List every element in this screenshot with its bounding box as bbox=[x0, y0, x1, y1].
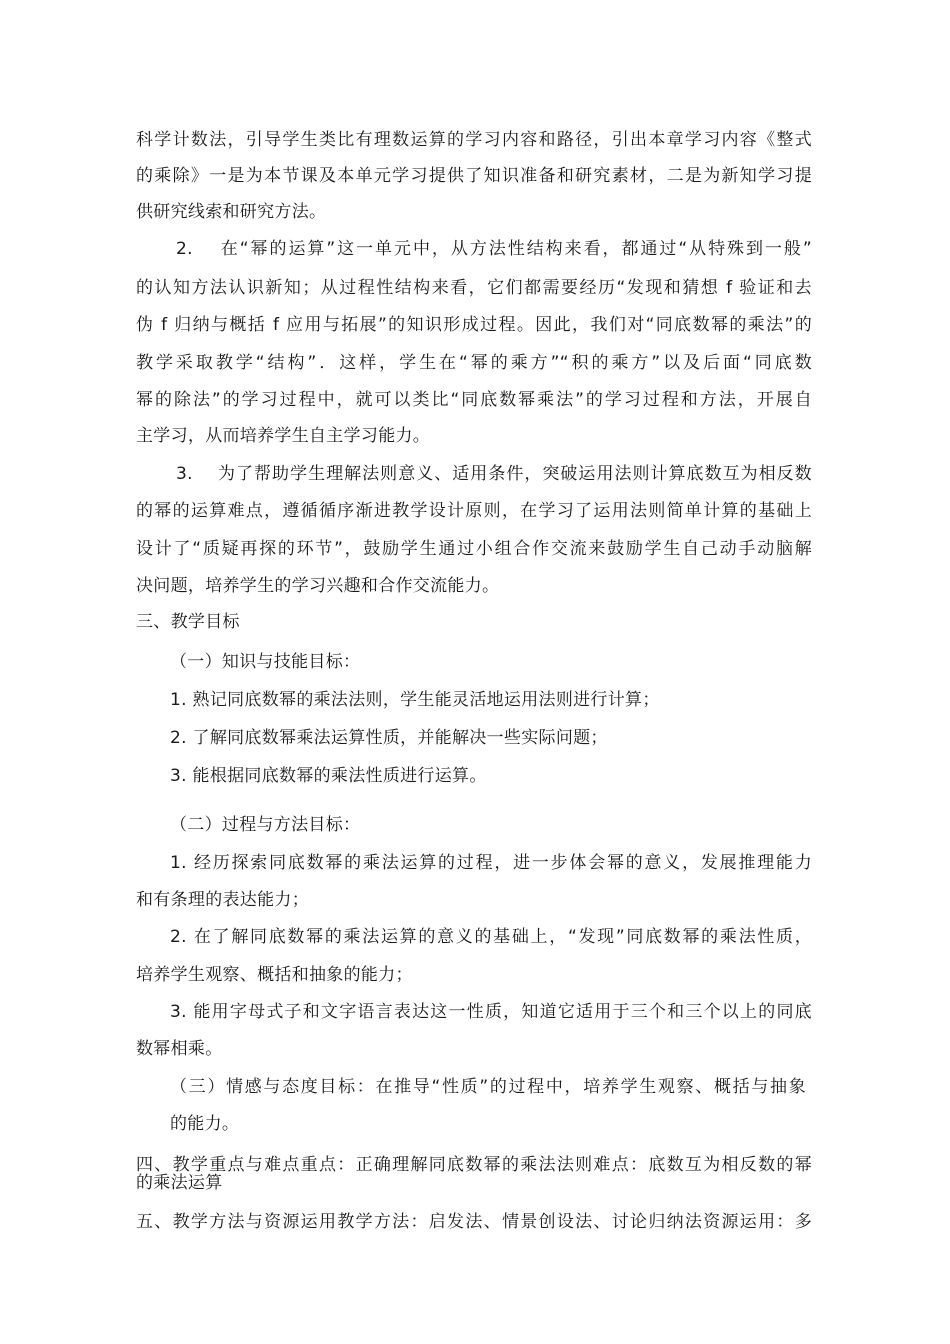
paragraph-line: 科学计数法，引导学生类比有理数运算的学习内容和路径，引出本章学习内容《整式 bbox=[136, 130, 812, 150]
paragraph-line: 3. 为了帮助学生理解法则意义、适用条件，突破运用法则计算底数互为相反数 bbox=[176, 464, 812, 484]
subsection-heading: （三）情感与态度目标：在推导“性质”的过程中，培养学生观察、概括与抽象 bbox=[170, 1077, 806, 1097]
paragraph-line: 的幂的运算难点，遵循循序渐进教学设计原则，在学习了运用法则简单计算的基础上 bbox=[136, 501, 812, 521]
paragraph-line: 供研究线索和研究方法。 bbox=[136, 202, 327, 222]
list-item: 2. 在了解同底数幂的乘法运算的意义的基础上，“发现”同底数幂的乘法性质， bbox=[170, 927, 812, 947]
paragraph-line: 的认知方法认识新知；从过程性结构来看，它们都需要经历“发现和猜想 f 验证和去 bbox=[136, 278, 812, 298]
list-item: 1. 经历探索同底数幂的乘法运算的过程，进一步体会幂的意义，发展推理能力 bbox=[170, 853, 812, 873]
paragraph-line: 和有条理的表达能力； bbox=[136, 890, 309, 910]
paragraph-line: 的乘法运算 bbox=[136, 1173, 223, 1193]
list-item: 1. 熟记同底数幂的乘法法则，学生能灵活地运用法则进行计算； bbox=[170, 690, 660, 710]
paragraph-line: 的能力。 bbox=[170, 1114, 240, 1134]
paragraph-line: 设计了“质疑再探的环节”，鼓励学生通过小组合作交流来鼓励学生自己动手动脑解 bbox=[136, 539, 812, 559]
paragraph-line: 决问题，培养学生的学习兴趣和合作交流能力。 bbox=[136, 576, 500, 596]
section-heading: 五、教学方法与资源运用教学方法：启发法、情景创设法、讨论归纳法资源运用：多 bbox=[136, 1212, 812, 1232]
paragraph-line: 教学采取教学“结构”．这样，学生在“幂的乘方”“积的乘方”以及后面“同底数 bbox=[136, 353, 812, 373]
list-item: 2. 了解同底数幂乘法运算性质，并能解决一些实际问题； bbox=[170, 728, 608, 748]
paragraph-line: 伪 f 归纳与概括 f 应用与拓展”的知识形成过程。因此，我们对“同底数幂的乘法”的 bbox=[136, 315, 812, 335]
section-heading: 四、教学重点与难点重点：正确理解同底数幂的乘法法则难点：底数互为相反数的幂 bbox=[136, 1155, 812, 1175]
paragraph-line: 的乘除》一是为本节课及本单元学习提供了知识准备和研究素材，二是为新知学习提 bbox=[136, 166, 812, 186]
subsection-heading: （一）知识与技能目标： bbox=[170, 652, 361, 672]
paragraph-line: 幂的除法”的学习过程中，就可以类比“同底数幂乘法”的学习过程和方法，开展自 bbox=[136, 390, 812, 410]
paragraph-line: 培养学生观察、概括和抽象的能力； bbox=[136, 965, 413, 985]
list-item: 3. 能根据同底数幂的乘法性质进行运算。 bbox=[170, 766, 487, 786]
list-item: 3. 能用字母式子和文字语言表达这一性质，知道它适用于三个和三个以上的同底 bbox=[170, 1002, 812, 1022]
paragraph-line: 主学习，从而培养学生自主学习能力。 bbox=[136, 426, 431, 446]
section-heading: 三、教学目标 bbox=[136, 612, 240, 632]
paragraph-line: 2. 在“幂的运算”这一单元中，从方法性结构来看，都通过“从特殊到一般” bbox=[176, 239, 812, 259]
subsection-heading: （二）过程与方法目标： bbox=[170, 815, 361, 835]
paragraph-line: 数幂相乘。 bbox=[136, 1039, 223, 1059]
